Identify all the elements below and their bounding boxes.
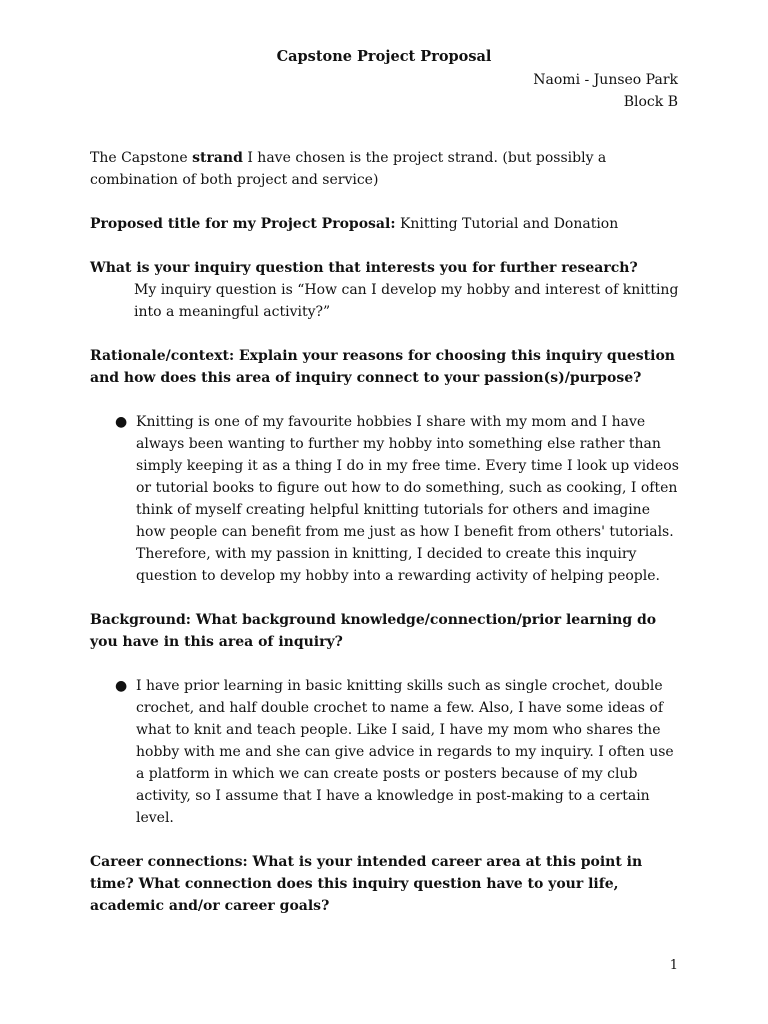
background-bullet-item bbox=[90, 675, 680, 829]
proposed-title-value: Knitting Tutorial and Donation bbox=[395, 216, 619, 232]
proposed-title-label: Proposed title for my Project Proposal: bbox=[90, 216, 396, 232]
career-heading: Career connections: What is your intended career area at this point in time? What connection does this inquiry question have to your life, academic and/or career goals? bbox=[90, 854, 643, 914]
document-body bbox=[90, 147, 680, 917]
class-block: Block B bbox=[623, 94, 678, 110]
background-heading: Background: What background knowledge/connection/prior learning do you have in this area of inquiry? bbox=[90, 612, 657, 650]
page-number: 1 bbox=[669, 958, 678, 973]
inquiry-answer: My inquiry question is “How can I develop my hobby and interest of knitting into a meaningful activity?” bbox=[134, 282, 679, 320]
rationale-list bbox=[90, 411, 680, 587]
inquiry-question-heading: What is your inquiry question that interests you for further research? bbox=[90, 260, 638, 276]
author-block bbox=[533, 69, 678, 113]
proposed-title-paragraph bbox=[90, 213, 680, 235]
strand-paragraph bbox=[90, 147, 680, 191]
background-list bbox=[90, 675, 680, 829]
bullet-icon: ● bbox=[115, 414, 128, 430]
strand-suffix: I have chosen is the project strand. (but possibly a combination of both project and service) bbox=[90, 150, 607, 188]
rationale-bullet-text: Knitting is one of my favourite hobbies I share with my mom and I have always been wanting to further my hobby into something else rather than simply keeping it as a thing I do in my free time. Every time I look up videos or tutorial books to figure out how to do something, such as cooking, I often think of myself creating helpful knitting tutorials for others and imagine how people can benefit from me just as how I benefit from others' tutorials. Therefore, with my passion in knitting, I decided to create this inquiry question to develop my hobby into a rewarding activity of helping people. bbox=[136, 414, 679, 584]
rationale-heading: Rationale/context: Explain your reasons for choosing this inquiry question and how does this area of inquiry connect to your passion(s)/purpose? bbox=[90, 348, 675, 386]
strand-prefix: The Capstone bbox=[90, 150, 193, 166]
author-name: Naomi - Junseo Park bbox=[533, 72, 678, 88]
rationale-bullet-item bbox=[90, 411, 680, 587]
background-bullet-text: I have prior learning in basic knitting skills such as single crochet, double crochet, and half double crochet to name a few. Also, I have some ideas of what to knit and teach people. Like I said, I have my mom who shares the hobby with me and she can give advice in regards to my inquiry. I often use a platform in which we can create posts or posters because of my club activity, so I assume that I have a knowledge in post-making to a certain level. bbox=[136, 678, 674, 826]
strand-bold-word: strand bbox=[192, 150, 243, 166]
document-title: Capstone Project Proposal bbox=[276, 48, 492, 65]
bullet-icon: ● bbox=[115, 678, 128, 694]
